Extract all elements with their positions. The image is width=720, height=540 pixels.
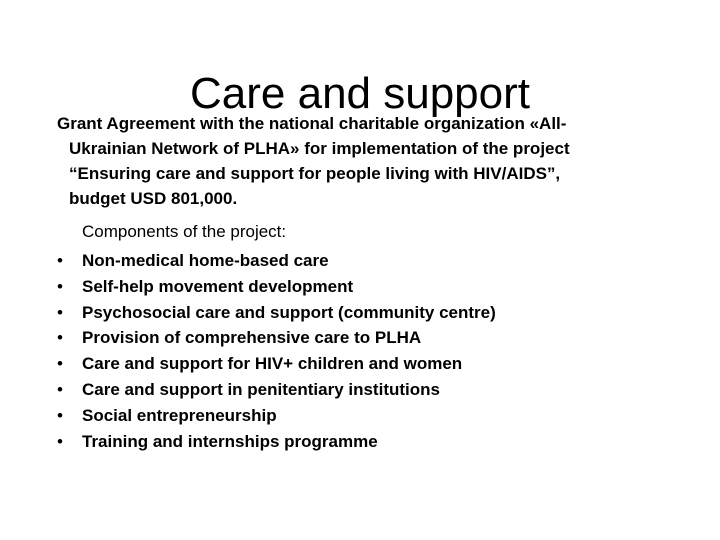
component-label: Psychosocial care and support (community centre) [82, 302, 496, 322]
bullet-icon: • [57, 379, 63, 399]
list-item [57, 429, 496, 455]
component-label: Social entrepreneurship [82, 405, 277, 425]
list-item [57, 325, 496, 351]
component-label: Care and support in penitentiary institutions [82, 379, 440, 399]
bullet-icon: • [57, 328, 63, 348]
bullet-icon: • [57, 251, 63, 270]
list-item [57, 377, 496, 403]
grant-line-4: budget USD 801,000. [69, 189, 238, 208]
component-label: Training and internships programme [82, 431, 378, 451]
list-item [57, 351, 496, 377]
list-item [57, 300, 496, 326]
list-item [57, 403, 496, 429]
grant-line-3: “Ensuring care and support for people living with HIV/AIDS”, [69, 164, 561, 183]
bullet-icon: • [57, 431, 63, 451]
grant-agreement-paragraph [57, 111, 657, 211]
list-item [57, 274, 496, 300]
bullet-icon: • [57, 302, 63, 322]
component-list [57, 248, 496, 454]
components-label: Components of the project: [82, 222, 287, 241]
bullet-icon: • [57, 354, 63, 374]
grant-line-2: Ukrainian Network of PLHA» for implementation of the project [69, 139, 570, 158]
list-item [57, 248, 496, 274]
slide-title: Care and support [190, 69, 530, 119]
grant-line-1: Grant Agreement with the national charitable organization «All- [57, 114, 567, 133]
component-label: Care and support for HIV+ children and women [82, 354, 463, 374]
component-label: Provision of comprehensive care to PLHA [82, 328, 422, 348]
bullet-icon: • [57, 276, 63, 296]
bullet-icon: • [57, 405, 63, 425]
component-label: Self-help movement development [82, 276, 354, 296]
component-label: Non-medical home-based care [82, 251, 329, 270]
